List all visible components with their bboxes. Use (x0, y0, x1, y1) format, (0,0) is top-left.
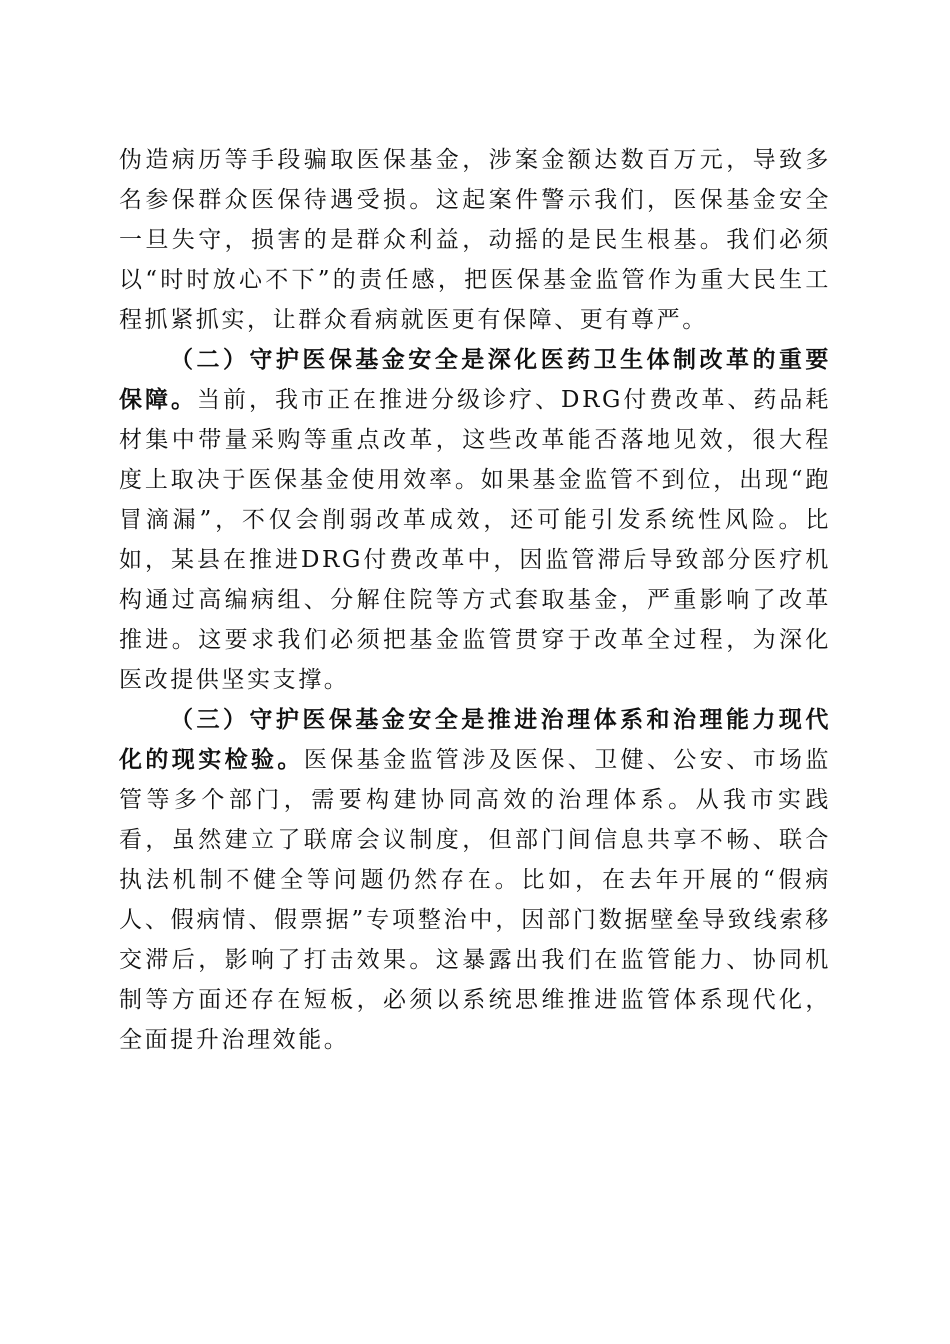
section-three-heading: （三）守护医保基金安全是推进治理体系和治理能力现代化的现实检验。 (119, 706, 831, 773)
section-two-paragraph (119, 340, 831, 700)
paragraph-text: 当前，我市正在推进分级诊疗、DRG付费改革、药品耗材集中带量采购等重点改革，这些改革能否落地见效，很大程度上取决于医保基金使用效率。如果基金监管不到位，出现“跑冒滴漏”，不仅会削弱改革成效，还可能引发系统性风险。比如，某县在推进DRG付费改革中，因监管滞后导致部分医疗机构通过高编病组、分解住院等方式套取基金，严重影响了改革推进。这要求我们必须把基金监管贯穿于改革全过程，为深化医改提供坚实支撑。 (119, 387, 831, 693)
paragraph-text: 医保基金监管涉及医保、卫健、公安、市场监管等多个部门，需要构建协同高效的治理体系。从我市实践看，虽然建立了联席会议制度，但部门间信息共享不畅、联合执法机制不健全等问题仍然存在。比如，在去年开展的“假病人、假病情、假票据”专项整治中，因部门数据壁垒导致线索移交滞后，影响了打击效果。这暴露出我们在监管能力、协同机制等方面还存在短板，必须以系统思维推进监管体系现代化，全面提升治理效能。 (119, 747, 832, 1053)
paragraph-continuation (119, 140, 831, 340)
section-two-heading: （二）守护医保基金安全是深化医药卫生体制改革的重要保障。 (119, 346, 831, 413)
section-three-paragraph (119, 700, 831, 1060)
document-body (119, 140, 831, 1060)
paragraph-text: 伪造病历等手段骗取医保基金，涉案金额达数百万元，导致多名参保群众医保待遇受损。这起案件警示我们，医保基金安全一旦失守，损害的是群众利益，动摇的是民生根基。我们必须以“时时放心不下”的责任感，把医保基金监管作为重大民生工程抓紧抓实，让群众看病就医更有保障、更有尊严。 (119, 147, 831, 333)
